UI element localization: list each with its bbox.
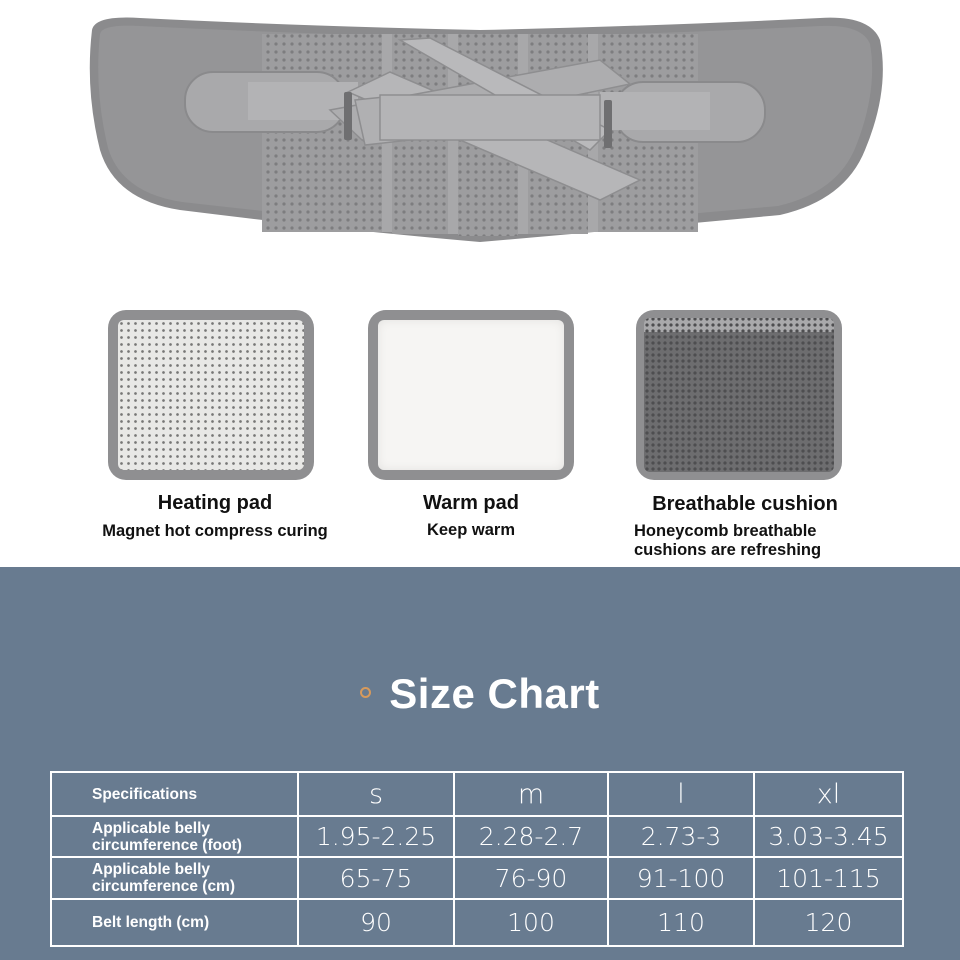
table-cell: 110 [608, 899, 754, 946]
table-row [51, 816, 903, 857]
feature-title: Breathable cushion [652, 493, 838, 515]
table-cell: 120 [754, 899, 903, 946]
feature-subtitle: Magnet hot compress curing [102, 522, 328, 540]
table-cell: 76-90 [454, 857, 608, 899]
row-label: Belt length (cm) [51, 899, 298, 946]
feature-subtitle: Keep warm [426, 521, 516, 539]
size-chart-title-text: Size Chart [389, 670, 600, 717]
feature-title: Heating pad [157, 492, 273, 514]
row-label-line: circumference (foot) [92, 836, 242, 854]
size-chart-title [0, 670, 960, 718]
row-label [51, 816, 298, 857]
row-label [51, 857, 298, 899]
table-cell: 90 [298, 899, 454, 946]
feature-heating-pad [70, 492, 360, 541]
size-m-header: m [454, 772, 608, 816]
feature-subtitle-line: Honeycomb breathable [634, 522, 817, 540]
table-cell: 2.73-3 [608, 816, 754, 857]
table-row [51, 899, 903, 946]
table-header-row [51, 772, 903, 816]
table-cell: 3.03-3.45 [754, 816, 903, 857]
table-cell: 101-115 [754, 857, 903, 899]
feature-subtitle [620, 522, 870, 560]
table-cell: 1.95-2.25 [298, 816, 454, 857]
table-cell: 91-100 [608, 857, 754, 899]
size-l-header: l [608, 772, 754, 816]
table-cell: 65-75 [298, 857, 454, 899]
row-label-line: Applicable belly [92, 819, 211, 837]
feature-warm-pad [360, 492, 582, 540]
circle-icon [360, 687, 371, 698]
size-xl-header: xl [754, 772, 903, 816]
feature-breathable-cushion [620, 493, 870, 560]
warm-pad-image [368, 310, 574, 480]
breathable-cushion-image [636, 310, 842, 480]
feature-subtitle-line: cushions are refreshing [634, 541, 822, 559]
row-label-line: circumference (cm) [92, 878, 236, 895]
row-label-line: Applicable belly [92, 861, 211, 878]
table-cell: 100 [454, 899, 608, 946]
size-s-header: s [298, 772, 454, 816]
table-row [51, 857, 903, 899]
feature-title: Warm pad [423, 492, 519, 514]
back-support-belt-image [0, 0, 960, 260]
header-label: Specifications [51, 772, 298, 816]
table-cell: 2.28-2.7 [454, 816, 608, 857]
heating-pad-image [108, 310, 314, 480]
size-chart-table [50, 771, 904, 947]
